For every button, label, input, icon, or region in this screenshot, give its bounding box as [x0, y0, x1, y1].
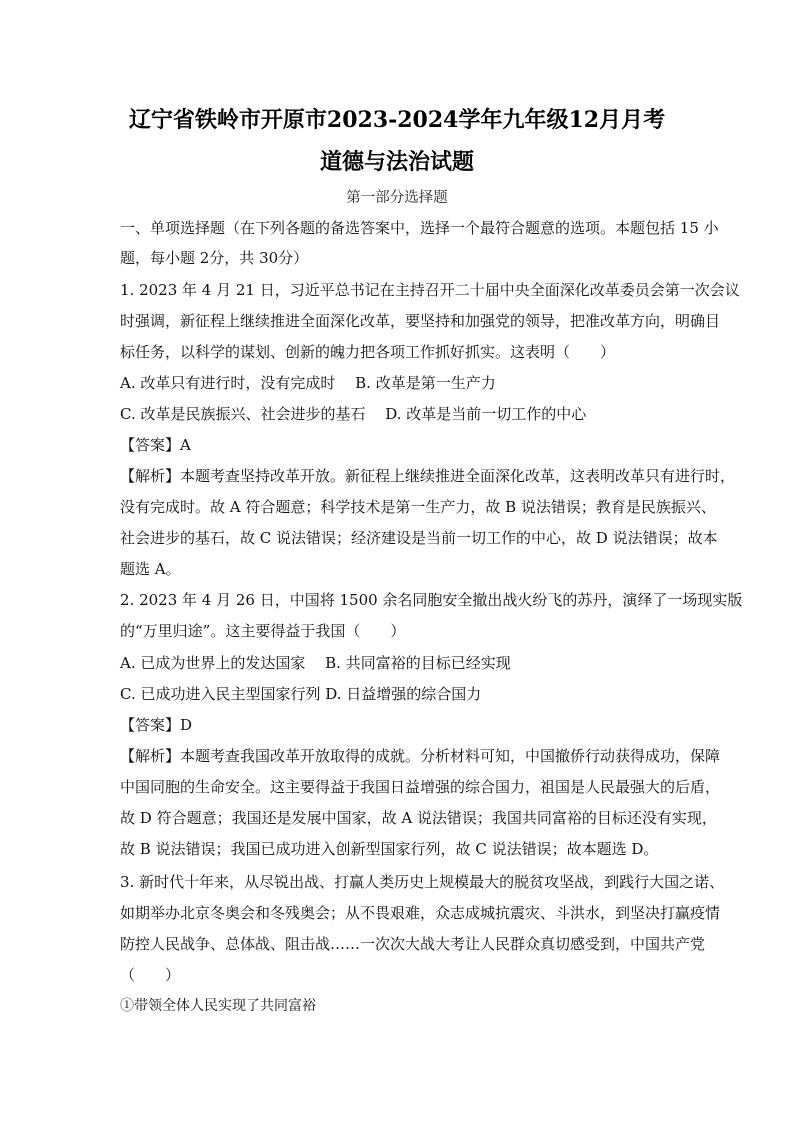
- question-1-analysis: 没有完成时。故 A 符合题意；科学技术是第一生产力，故 B 说法错误；教育是民族振兴、: [120, 498, 716, 516]
- question-2-analysis: 故 D 符合题意；我国还是发展中国家，故 A 说法错误；我国共同富裕的目标还没有实现，: [120, 809, 717, 827]
- question-1-stem: 时强调，新征程上继续推进全面深化改革，要坚持和加强党的领导，把准改革方向，明确目: [120, 312, 721, 330]
- question-3-stem: 如期举办北京冬奥会和冬残奥会；从不畏艰难，众志成城抗震灾、斗洪水，到坚决打赢疫情: [120, 904, 721, 922]
- question-3-stem: 3. 新时代十年来，从尽锐出战、打赢人类历史上规模最大的脱贫攻坚战，到践行大国之诺、: [120, 873, 725, 891]
- question-1-options: C. 改革是民族振兴、社会进步的基石 D. 改革是当前一切工作的中心: [120, 405, 587, 423]
- question-1-stem: 标任务，以科学的谋划、创新的魄力把各项工作抓好抓实。这表明（ ）: [120, 343, 616, 361]
- instruction-line: 题，每小题 2分，共 30分）: [120, 249, 309, 267]
- question-2-answer: 【答案】D: [120, 716, 193, 734]
- question-2-analysis: 【解析】本题考查我国改革开放取得的成就。分析材料可知，中国撤侨行动获得成功，保障: [120, 747, 721, 765]
- question-1-analysis: 题选 A。: [120, 560, 181, 578]
- question-2-options: C. 已成功进入民主型国家行列 D. 日益增强的综合国力: [120, 685, 482, 703]
- question-1-options: A. 改革只有进行时，没有完成时 B. 改革是第一生产力: [120, 374, 496, 392]
- instruction-line: 一、单项选择题（在下列各题的备选答案中，选择一个最符合题意的选项。本题包括 15 小: [120, 219, 719, 237]
- question-3-stem: （ ）: [120, 966, 181, 984]
- question-1-answer: 【答案】A: [120, 436, 191, 454]
- question-2-analysis: 故 B 说法错误；我国已成功进入创新型国家行列，故 C 说法错误；故本题选 D。: [120, 840, 659, 858]
- question-3-option: ①带领全体人民实现了共同富裕: [120, 998, 316, 1014]
- question-1-analysis: 【解析】本题考查坚持改革开放。新征程上继续推进全面深化改革，这表明改革只有进行时，: [120, 467, 736, 485]
- part-title: 第一部分选择题: [346, 190, 448, 206]
- question-1-analysis: 社会进步的基石，故 C 说法错误；经济建设是当前一切工作的中心，故 D 说法错误；故本: [120, 529, 718, 547]
- question-2-stem: 2. 2023 年 4 月 26 日，中国将 1500 余名同胞安全撤出战火纷飞的苏丹，演绎了一场现实版: [120, 591, 743, 609]
- question-2-stem: 的“万里归途”。这主要得益于我国（ ）: [120, 622, 406, 640]
- question-2-options: A. 已成为世界上的发达国家 B. 共同富裕的目标已经实现: [120, 654, 511, 672]
- question-2-analysis: 中国同胞的生命安全。这主要得益于我国日益增强的综合国力，祖国是人民最强大的后盾，: [120, 778, 721, 796]
- exam-subject-title: 道德与法治试题: [319, 149, 474, 175]
- question-3-stem: 防控人民战争、总体战、阻击战……一次次大战大考让人民群众真切感受到，中国共产党: [120, 935, 706, 953]
- question-1-stem: 1. 2023 年 4 月 21 日，习近平总书记在主持召开二十届中央全面深化改革委员会第一次会议: [120, 281, 740, 299]
- exam-title: 辽宁省铁岭市开原市2023-2024学年九年级12月月考: [128, 107, 666, 133]
